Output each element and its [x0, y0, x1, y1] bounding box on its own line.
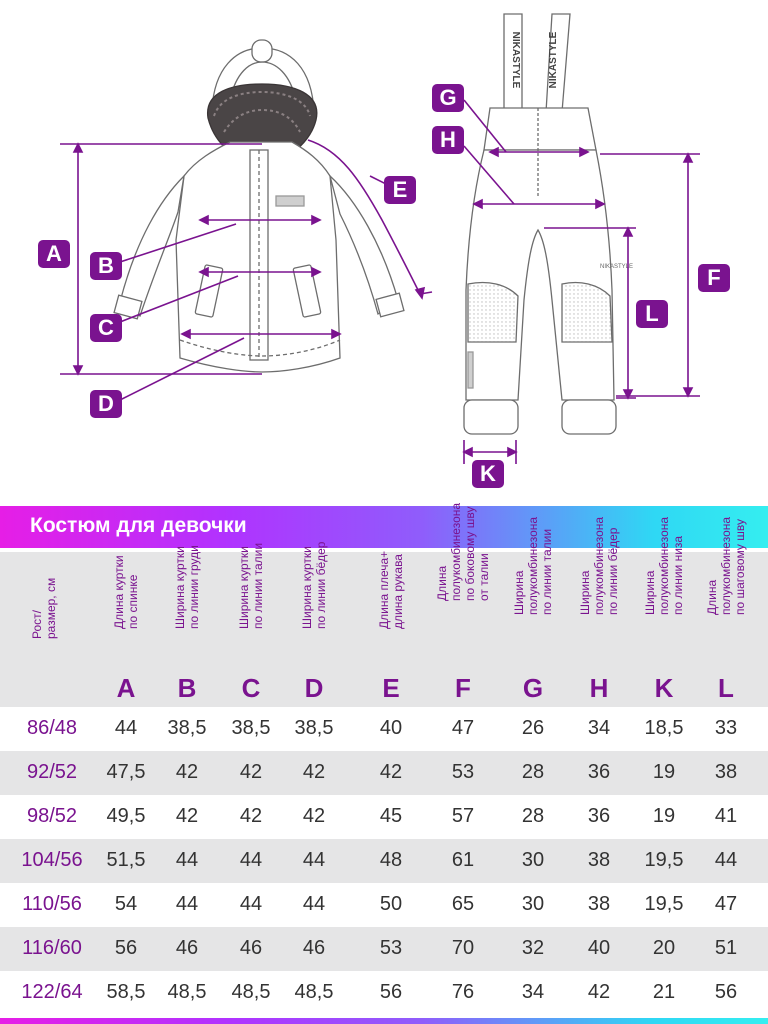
- value-cell: 56: [714, 981, 738, 1003]
- header-letter-g: G: [522, 673, 544, 703]
- value-cell: 46: [175, 937, 199, 959]
- value-cell: 42: [175, 805, 199, 827]
- value-cell: 56: [114, 937, 138, 959]
- value-cell: 30: [521, 893, 545, 915]
- value-cell: 46: [239, 937, 263, 959]
- header-desc-line: по спинке: [126, 574, 140, 629]
- header-letter-a: A: [116, 673, 136, 703]
- value-cell: 51: [714, 937, 738, 959]
- label-d: D: [90, 390, 122, 418]
- value-cell: 54: [114, 893, 138, 915]
- header-letter-c: C: [241, 673, 261, 703]
- header-letter-b: B: [177, 673, 197, 703]
- header-desc-line: полукомбинезона: [449, 502, 463, 601]
- value-cell: 48: [379, 849, 403, 871]
- value-cell: 56: [379, 981, 403, 1003]
- value-cell: 40: [379, 717, 403, 739]
- value-cell: 46: [302, 937, 326, 959]
- value-cell: 42: [587, 981, 611, 1003]
- value-cell: 47: [714, 893, 738, 915]
- header-desc-line: Ширина: [578, 570, 592, 615]
- value-cell: 18,5: [644, 717, 684, 739]
- size-diagram: [0, 0, 768, 500]
- label-h: H: [432, 126, 464, 154]
- label-c: C: [90, 314, 122, 342]
- label-b: B: [90, 252, 122, 280]
- value-cell: 19: [652, 805, 676, 827]
- size-cell: 116/60: [22, 937, 82, 959]
- value-cell: 20: [652, 937, 676, 959]
- svg-text:NIKASTYLE: NIKASTYLE: [600, 264, 634, 270]
- value-cell: 36: [587, 761, 611, 783]
- size-cell: 122/64: [21, 981, 83, 1003]
- value-cell: 48,5: [294, 981, 334, 1003]
- header-letter-f: F: [455, 673, 471, 703]
- header-desc-line: Длина плеча+: [377, 550, 391, 629]
- value-cell: 42: [175, 761, 199, 783]
- value-cell: 38: [587, 893, 611, 915]
- value-cell: 42: [239, 761, 263, 783]
- header-desc-line: по линии бёдер: [314, 541, 328, 629]
- overalls-sketch: [464, 14, 633, 434]
- header-letter-l: L: [718, 673, 734, 703]
- value-cell: 42: [239, 805, 263, 827]
- value-cell: 44: [175, 893, 199, 915]
- value-cell: 57: [451, 805, 475, 827]
- value-cell: 30: [521, 849, 545, 871]
- label-l: L: [636, 300, 668, 328]
- value-cell: 48,5: [167, 981, 207, 1003]
- header-size-line: Рост/: [30, 610, 44, 639]
- table-row: [0, 883, 768, 927]
- svg-text:NIKASTYLE: NIKASTYLE: [548, 31, 559, 89]
- value-cell: 49,5: [106, 805, 146, 827]
- value-cell: 44: [239, 849, 263, 871]
- header-desc-line: по шаговому шву: [733, 519, 747, 615]
- value-cell: 38,5: [231, 717, 271, 739]
- value-cell: 47,5: [106, 761, 146, 783]
- value-cell: 65: [451, 893, 475, 915]
- table-row: [0, 707, 768, 751]
- value-cell: 26: [521, 717, 545, 739]
- header-desc-line: по линии талии: [251, 542, 265, 629]
- value-cell: 41: [714, 805, 738, 827]
- value-cell: 44: [175, 849, 199, 871]
- value-cell: 53: [451, 761, 475, 783]
- header-desc-line: длина рукава: [391, 554, 405, 629]
- header-letter-k: K: [654, 673, 674, 703]
- value-cell: 44: [714, 849, 738, 871]
- value-cell: 44: [114, 717, 138, 739]
- header-desc-line: полукомбинезона: [719, 516, 733, 615]
- header-desc-line: полукомбинезона: [592, 516, 606, 615]
- value-cell: 42: [379, 761, 403, 783]
- size-cell: 104/56: [21, 849, 83, 871]
- value-cell: 19,5: [644, 849, 684, 871]
- table-row: [0, 971, 768, 1015]
- header-size-line: размер, см: [44, 577, 58, 639]
- header-desc-line: Длина: [705, 579, 719, 615]
- value-cell: 38: [587, 849, 611, 871]
- table-row: [0, 927, 768, 971]
- table-row: [0, 839, 768, 883]
- bottom-gradient-bar: [0, 1018, 768, 1024]
- garment-sketch: [0, 0, 768, 500]
- label-a: A: [38, 240, 70, 268]
- value-cell: 58,5: [106, 981, 146, 1003]
- label-k: K: [472, 460, 504, 488]
- value-cell: 42: [302, 805, 326, 827]
- value-cell: 34: [587, 717, 611, 739]
- value-cell: 53: [379, 937, 403, 959]
- value-cell: 38,5: [167, 717, 207, 739]
- size-cell: 86/48: [26, 717, 78, 739]
- table-title: Костюм для девочки: [30, 514, 247, 537]
- header-desc-line: Ширина куртки: [173, 546, 187, 629]
- header-desc-line: полукомбинезона: [657, 516, 671, 615]
- value-cell: 47: [451, 717, 475, 739]
- size-cell: 98/52: [26, 805, 78, 827]
- value-cell: 33: [714, 717, 738, 739]
- value-cell: 38: [714, 761, 738, 783]
- header-desc-line: Длина: [435, 565, 449, 601]
- value-cell: 44: [239, 893, 263, 915]
- header-desc-line: по линии низа: [671, 535, 685, 615]
- value-cell: 21: [652, 981, 676, 1003]
- header-letter-h: H: [589, 673, 609, 703]
- size-cell: 92/52: [26, 761, 78, 783]
- value-cell: 32: [521, 937, 545, 959]
- header-letter-d: D: [304, 673, 324, 703]
- jacket-sketch: [114, 40, 404, 372]
- value-cell: 28: [521, 761, 545, 783]
- value-cell: 61: [451, 849, 475, 871]
- label-f: F: [698, 264, 730, 292]
- header-desc-line: Ширина: [512, 570, 526, 615]
- header-desc-line: по линии бёдер: [606, 527, 620, 615]
- value-cell: 44: [302, 849, 326, 871]
- value-cell: 19,5: [644, 893, 684, 915]
- value-cell: 51,5: [106, 849, 146, 871]
- header-desc-line: Длина куртки: [112, 555, 126, 629]
- value-cell: 76: [451, 981, 475, 1003]
- svg-text:NIKASTYLE: NIKASTYLE: [510, 31, 521, 89]
- value-cell: 19: [652, 761, 676, 783]
- header-letter-e: E: [382, 673, 400, 703]
- header-desc-line: от талии: [477, 553, 491, 601]
- value-cell: 50: [379, 893, 403, 915]
- table-row: [0, 751, 768, 795]
- header-desc-line: Ширина куртки: [300, 546, 314, 629]
- value-cell: 44: [302, 893, 326, 915]
- size-cell: 110/56: [22, 893, 82, 915]
- header-desc-line: Ширина: [643, 570, 657, 615]
- header-desc-line: по боковому шву: [463, 506, 477, 601]
- value-cell: 40: [587, 937, 611, 959]
- value-cell: 45: [379, 805, 403, 827]
- header-desc-line: по линии талии: [540, 528, 554, 615]
- value-cell: 34: [521, 981, 545, 1003]
- header-desc-line: Ширина куртки: [237, 546, 251, 629]
- label-e: E: [384, 176, 416, 204]
- value-cell: 70: [451, 937, 475, 959]
- label-g: G: [432, 84, 464, 112]
- table-row: [0, 795, 768, 839]
- header-desc-line: по линии груди: [187, 545, 201, 629]
- header-desc-line: полукомбинезона: [526, 516, 540, 615]
- value-cell: 36: [587, 805, 611, 827]
- value-cell: 38,5: [294, 717, 334, 739]
- value-cell: 28: [521, 805, 545, 827]
- value-cell: 42: [302, 761, 326, 783]
- value-cell: 48,5: [231, 981, 271, 1003]
